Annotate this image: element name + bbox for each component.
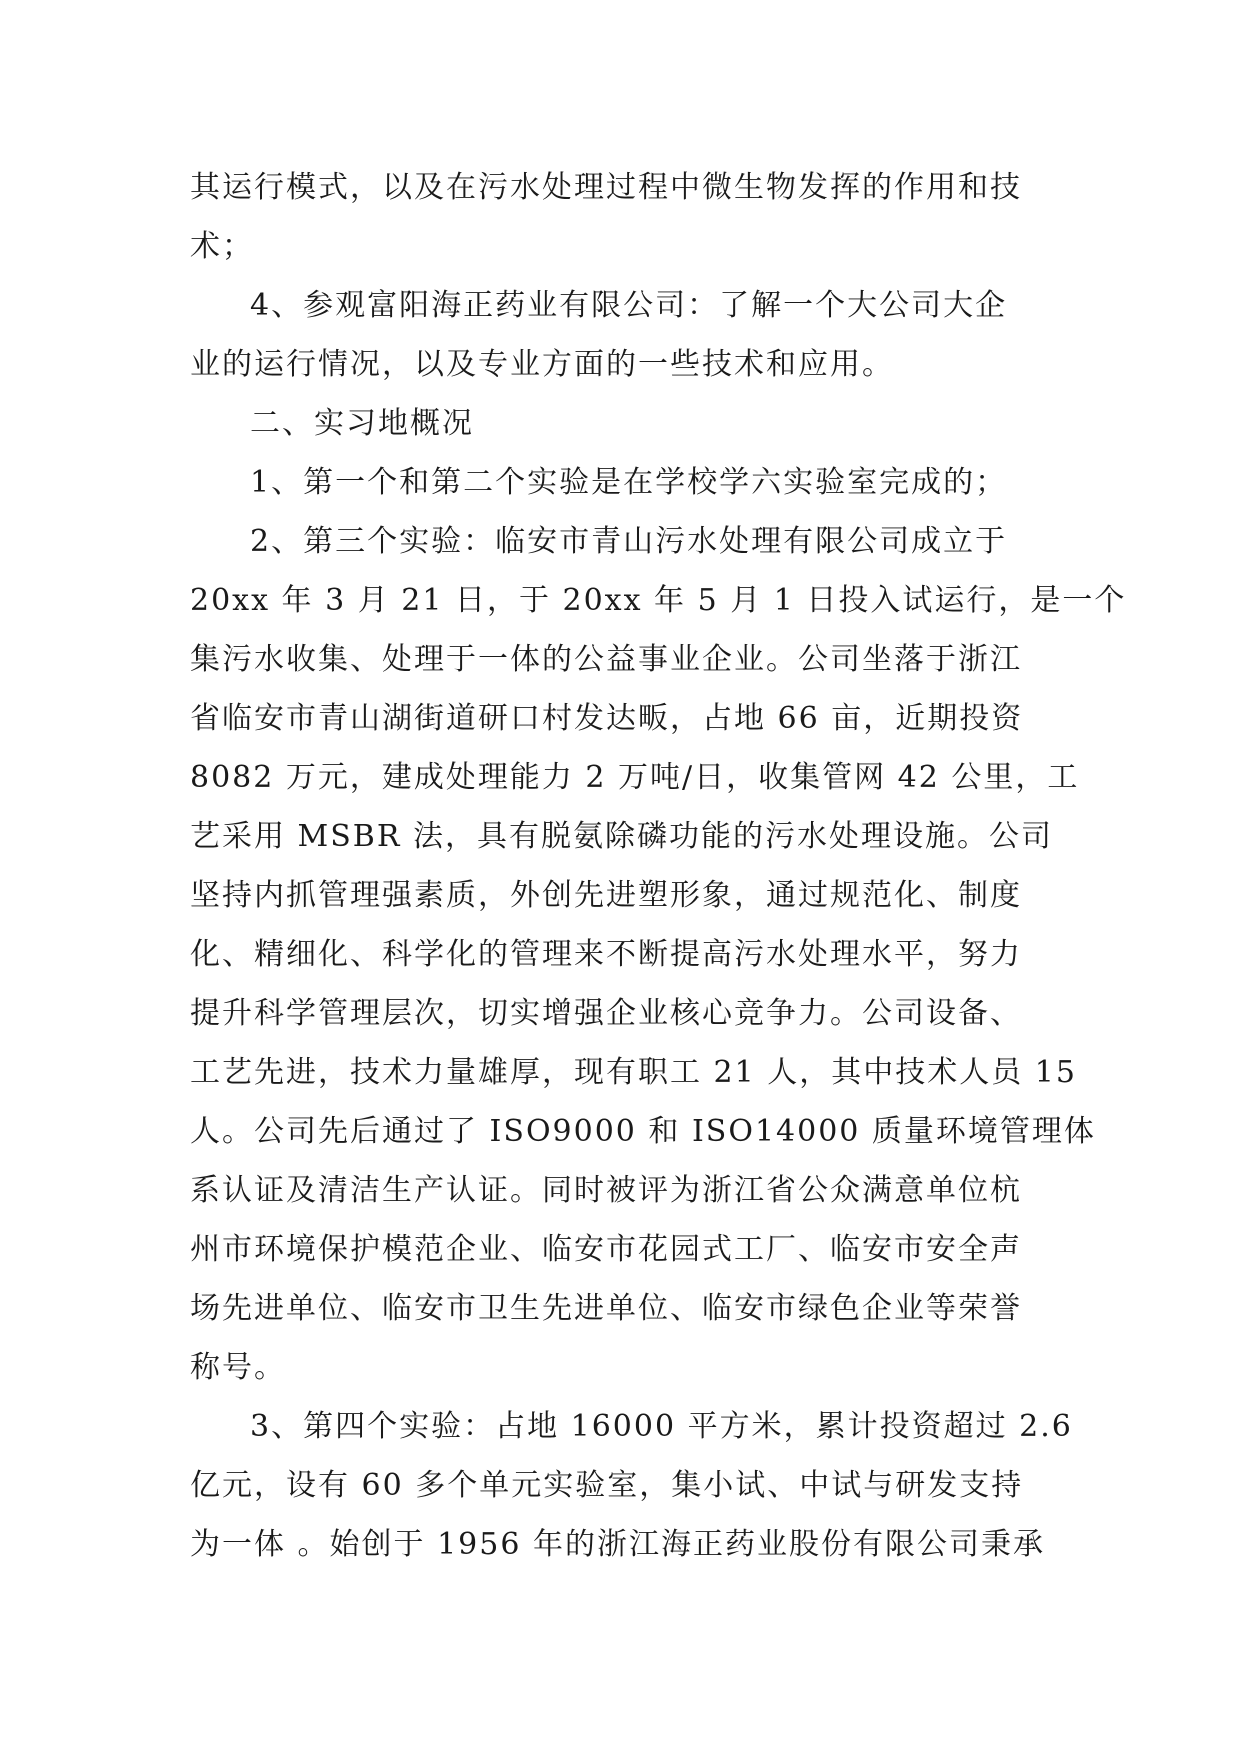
text-line: 坚持内抓管理强素质，外创先进塑形象，通过规范化、制度: [190, 878, 1022, 913]
text-line: 二、实习地概况: [250, 406, 474, 441]
text-line: 2、第三个实验：临安市青山污水处理有限公司成立于: [250, 524, 1008, 559]
text-line: 称号。: [190, 1350, 286, 1385]
text-line: 系认证及清洁生产认证。同时被评为浙江省公众满意单位杭: [190, 1173, 1022, 1208]
text-line: 化、精细化、科学化的管理来不断提高污水处理水平，努力: [190, 937, 1022, 972]
text-line: 亿元，设有 60 多个单元实验室，集小试、中试与研发支持: [190, 1468, 1024, 1503]
text-line: 为一体 。始创于 1956 年的浙江海正药业股份有限公司秉承: [190, 1527, 1045, 1562]
text-line: 术；: [190, 229, 254, 264]
text-line: 人。公司先后通过了 ISO9000 和 ISO14000 质量环境管理体: [190, 1114, 1096, 1149]
document-body: [190, 158, 1127, 1574]
text-line: 20xx 年 3 月 21 日，于 20xx 年 5 月 1 日投入试运行，是一个: [190, 583, 1127, 618]
text-line: 州市环境保护模范企业、临安市花园式工厂、临安市安全声: [190, 1232, 1022, 1267]
text-line: 3、第四个实验：占地 16000 平方米，累计投资超过 2.6: [250, 1409, 1073, 1444]
text-line: 8082 万元，建成处理能力 2 万吨/日，收集管网 42 公里，工: [190, 760, 1080, 795]
text-line: 业的运行情况，以及专业方面的一些技术和应用。: [190, 347, 894, 382]
text-line: 艺采用 MSBR 法，具有脱氨除磷功能的污水处理设施。公司: [190, 819, 1053, 854]
text-line: 提升科学管理层次，切实增强企业核心竞争力。公司设备、: [190, 996, 1022, 1031]
text-line: 1、第一个和第二个实验是在学校学六实验室完成的；: [250, 465, 1008, 500]
text-line: 工艺先进，技术力量雄厚，现有职工 21 人，其中技术人员 15: [190, 1055, 1077, 1090]
text-line: 场先进单位、临安市卫生先进单位、临安市绿色企业等荣誉: [190, 1291, 1022, 1326]
text-line: 4、参观富阳海正药业有限公司：了解一个大公司大企: [250, 288, 1008, 323]
text-line: 集污水收集、处理于一体的公益事业企业。公司坐落于浙江: [190, 642, 1022, 677]
text-line: 省临安市青山湖街道研口村发达畈，占地 66 亩，近期投资: [190, 701, 1024, 736]
text-line: 其运行模式，以及在污水处理过程中微生物发挥的作用和技: [190, 170, 1022, 205]
